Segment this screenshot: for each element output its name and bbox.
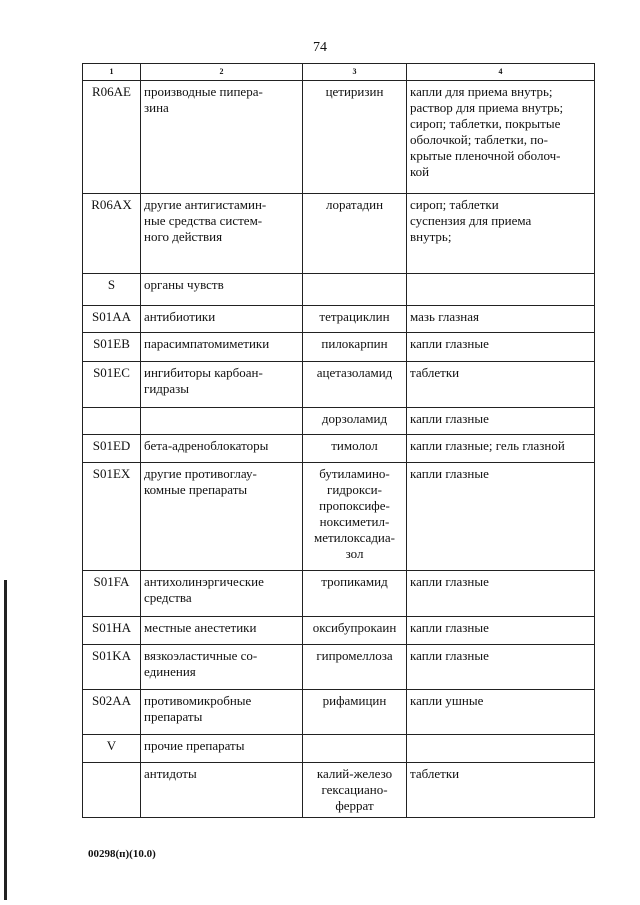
column-header-4: 4: [407, 64, 595, 81]
atc-code-cell: S01AA: [83, 306, 141, 333]
table-row: [83, 306, 595, 333]
table-row: [83, 690, 595, 735]
pharmacological-group-cell: [141, 408, 303, 435]
dosage-form-cell: капли глазные: [407, 571, 595, 617]
document-footer-code: 00298(п)(10.0): [88, 848, 156, 860]
dosage-form-cell: сироп; таблетки суспензия для приема внутрь;: [407, 194, 595, 274]
drug-name-cell: дорзоламид: [303, 408, 407, 435]
pharmacological-group-cell: вязкоэластичные со- единения: [141, 645, 303, 690]
pharmacological-group-cell: органы чувств: [141, 274, 303, 306]
table-row: [83, 333, 595, 362]
dosage-form-cell: мазь глазная: [407, 306, 595, 333]
pharmacological-group-cell: прочие препараты: [141, 735, 303, 763]
atc-code-cell: [83, 408, 141, 435]
column-header-3: 3: [303, 64, 407, 81]
table-row: [83, 617, 595, 645]
table-row: [83, 763, 595, 818]
drug-name-cell: пилокарпин: [303, 333, 407, 362]
table-row: [83, 645, 595, 690]
dosage-form-cell: капли глазные: [407, 645, 595, 690]
dosage-form-cell: [407, 735, 595, 763]
pharmacological-group-cell: местные анестетики: [141, 617, 303, 645]
drug-name-cell: лоратадин: [303, 194, 407, 274]
dosage-form-cell: таблетки: [407, 362, 595, 408]
atc-code-cell: R06AE: [83, 81, 141, 194]
column-header-1: 1: [83, 64, 141, 81]
atc-code-cell: S01EX: [83, 463, 141, 571]
dosage-form-cell: капли глазные: [407, 617, 595, 645]
dosage-form-cell: капли глазные; гель глазной: [407, 435, 595, 463]
table-row: [83, 362, 595, 408]
dosage-form-cell: капли для приема внутрь; раствор для приема внутрь; сироп; таблетки, покрытые оболочкой; таблетки, по- крытые пленочной оболоч- кой: [407, 81, 595, 194]
table-body: [83, 81, 595, 818]
drug-name-cell: ацетазоламид: [303, 362, 407, 408]
scan-edge-bar: [4, 580, 7, 900]
drug-name-cell: тропикамид: [303, 571, 407, 617]
page-number: 74: [313, 40, 327, 55]
dosage-form-cell: [407, 274, 595, 306]
pharmacological-group-cell: ингибиторы карбоан- гидразы: [141, 362, 303, 408]
drug-name-cell: тимолол: [303, 435, 407, 463]
pharmacological-group-cell: антибиотики: [141, 306, 303, 333]
table-row: [83, 463, 595, 571]
drug-name-cell: оксибупрокаин: [303, 617, 407, 645]
atc-code-cell: S: [83, 274, 141, 306]
drug-name-cell: калий-железо гексациано- феррат: [303, 763, 407, 818]
column-header-2: 2: [141, 64, 303, 81]
table-header-row: [83, 64, 595, 81]
drug-name-cell: гипромеллоза: [303, 645, 407, 690]
pharmacological-group-cell: другие антигистамин- ные средства систем- ного действия: [141, 194, 303, 274]
pharmacological-group-cell: парасимпатомиметики: [141, 333, 303, 362]
table-row: [83, 435, 595, 463]
dosage-form-cell: капли глазные: [407, 333, 595, 362]
dosage-form-cell: капли ушные: [407, 690, 595, 735]
pharmacological-group-cell: производные пипера- зина: [141, 81, 303, 194]
table-row: [83, 274, 595, 306]
atc-code-cell: S01EB: [83, 333, 141, 362]
pharmacological-group-cell: антидоты: [141, 763, 303, 818]
atc-code-cell: S01FA: [83, 571, 141, 617]
drug-name-cell: тетрациклин: [303, 306, 407, 333]
pharmacological-group-cell: бета-адреноблокаторы: [141, 435, 303, 463]
drug-name-cell: цетиризин: [303, 81, 407, 194]
drug-name-cell: [303, 274, 407, 306]
table-row: [83, 194, 595, 274]
atc-code-cell: S01HA: [83, 617, 141, 645]
atc-code-cell: R06AX: [83, 194, 141, 274]
atc-code-cell: V: [83, 735, 141, 763]
drug-name-cell: бутиламино- гидрокси- пропоксифе- ноксиметил- метилоксадиа- зол: [303, 463, 407, 571]
atc-drug-table: [82, 63, 595, 818]
dosage-form-cell: капли глазные: [407, 408, 595, 435]
atc-code-cell: S01EC: [83, 362, 141, 408]
atc-code-cell: S01ED: [83, 435, 141, 463]
pharmacological-group-cell: противомикробные препараты: [141, 690, 303, 735]
drug-name-cell: [303, 735, 407, 763]
drug-name-cell: рифамицин: [303, 690, 407, 735]
atc-code-cell: S01KA: [83, 645, 141, 690]
dosage-form-cell: капли глазные: [407, 463, 595, 571]
dosage-form-cell: таблетки: [407, 763, 595, 818]
table-row: [83, 571, 595, 617]
atc-code-cell: S02AA: [83, 690, 141, 735]
atc-code-cell: [83, 763, 141, 818]
table-row: [83, 408, 595, 435]
table-row: [83, 735, 595, 763]
table-row: [83, 81, 595, 194]
pharmacological-group-cell: другие противоглау- комные препараты: [141, 463, 303, 571]
pharmacological-group-cell: антихолинэргические средства: [141, 571, 303, 617]
